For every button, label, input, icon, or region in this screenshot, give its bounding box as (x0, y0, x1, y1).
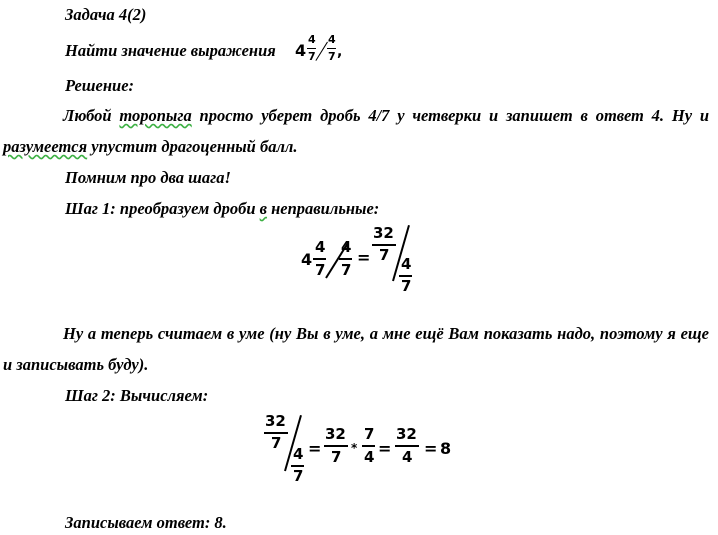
eq2-c-n: 32 (396, 425, 417, 443)
eq1-whole: 4 (301, 250, 313, 269)
eq2-a-d: 7 (331, 448, 342, 466)
eq2-equals-3: = (424, 439, 438, 458)
paragraph-2 (3, 318, 709, 380)
eq2-b-bar (362, 445, 375, 447)
eq1-n2: 4 (341, 238, 352, 256)
task-bar2 (327, 48, 336, 49)
remember-line: Помним про два шага! (65, 168, 231, 187)
eq2-a-n: 32 (325, 425, 346, 443)
eq1-small-d: 7 (401, 277, 412, 295)
eq2-big-n: 32 (265, 412, 286, 430)
task-slash (315, 42, 328, 61)
task-num1: 4 (308, 33, 316, 46)
p1-wavy1: торопыга (119, 106, 192, 125)
p1-part3: упустит драгоценный балл. (87, 137, 298, 156)
step2-line: Шаг 2: Вычисляем: (65, 386, 209, 405)
p2-text: Ну а теперь считаем в уме (ну Вы в уме, а мне ещё Вам показать надо, поэтому я еще и записывать буду). (3, 324, 709, 374)
eq2-equals-2: = (378, 439, 392, 458)
answer-line: Записываем ответ: 8. (65, 513, 227, 532)
task-title: Задача 4(2) (65, 5, 147, 24)
task-den2: 7 (328, 50, 336, 63)
task-bar1 (307, 48, 316, 49)
eq1-bar1 (313, 258, 326, 260)
eq1-bar2 (339, 258, 352, 260)
eq2-result: 8 (440, 439, 452, 458)
eq2-b-n: 7 (364, 425, 375, 443)
step1-suffix: неправильные: (267, 199, 380, 218)
eq2-small-d: 7 (293, 467, 304, 485)
paragraph-1 (3, 100, 709, 162)
solution-label: Решение: (65, 76, 135, 95)
eq1-big-n: 32 (373, 224, 394, 242)
eq1-small-n: 4 (401, 255, 412, 273)
step1-wavy: в (259, 199, 268, 218)
step1-prefix: Шаг 1: преобразуем дроби (65, 199, 260, 218)
eq1-d2: 7 (341, 261, 352, 279)
p1-wavy2: разумеется (3, 137, 88, 156)
task-num2: 4 (328, 33, 336, 46)
task-end: , (337, 44, 343, 60)
eq2-c-d: 4 (402, 448, 413, 466)
eq1-d: 7 (315, 261, 326, 279)
eq1-big-d: 7 (379, 246, 390, 264)
eq2-times: * (351, 441, 358, 455)
eq2-equals-1: = (308, 439, 322, 458)
eq2-b-d: 4 (364, 448, 375, 466)
eq2-small-n: 4 (293, 445, 304, 463)
eq2-a-bar (324, 445, 348, 447)
eq2-c-bar (395, 445, 419, 447)
task-label: Найти значение выражения (65, 41, 276, 60)
p1-part2: просто уберет дробь 4/7 у четверки и запишет в ответ 4. Ну и (191, 106, 709, 125)
step1-line (65, 199, 379, 219)
task-den1: 7 (308, 50, 316, 63)
p1-part1: Любой (63, 106, 120, 125)
eq1-n: 4 (315, 238, 326, 256)
eq2-big-d: 7 (271, 434, 282, 452)
eq1-equals: = (357, 248, 371, 267)
task-whole: 4 (295, 41, 307, 60)
